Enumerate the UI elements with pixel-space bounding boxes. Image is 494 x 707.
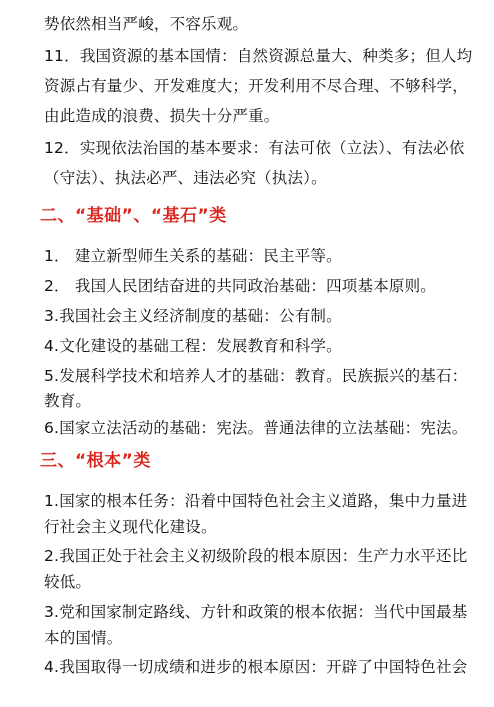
list-item: 3.我国社会主义经济制度的基础：公有制。: [44, 307, 342, 325]
text-line: 资源占有量少、开发难度大；开发利用不尽合理、不够科学，: [44, 77, 468, 95]
text-line: （守法）、执法必严、违法必究（执法）。: [44, 169, 327, 187]
text-line: 11．我国资源的基本国情：自然资源总量大、种类多；但人均: [44, 47, 473, 65]
list-item-continuation: 较低。: [44, 573, 92, 591]
section-heading-basis: 二、“基础”、“基石”类: [40, 206, 227, 226]
list-item: 6.国家立法活动的基础：宪法。普通法律的立法基础：宪法。: [44, 419, 468, 437]
section-heading-fundamental: 三、“根本”类: [40, 451, 151, 471]
list-item-continuation: 教育。: [44, 392, 92, 410]
list-item: 2． 我国人民团结奋进的共同政治基础：四项基本原则。: [44, 277, 436, 295]
list-item-continuation: 行社会主义现代化建设。: [44, 518, 217, 536]
list-item: 5.发展科学技术和培养人才的基础：教育。民族振兴的基石：: [44, 367, 468, 385]
list-item: 3.党和国家制定路线、方针和政策的根本依据：当代中国最基: [44, 603, 468, 621]
list-item: 1.国家的根本任务：沿着中国特色社会主义道路，集中力量进: [44, 492, 468, 510]
list-item: 4.文化建设的基础工程：发展教育和科学。: [44, 337, 342, 355]
text-line: 由此造成的浪费、损失十分严重。: [44, 107, 280, 125]
list-item: 4.我国取得一切成绩和进步的根本原因：开辟了中国特色社会: [44, 658, 468, 676]
text-line: 势依然相当严峻，不容乐观。: [44, 15, 249, 33]
list-item: 2.我国正处于社会主义初级阶段的根本原因：生产力水平还比: [44, 547, 468, 565]
list-item: 1． 建立新型师生关系的基础：民主平等。: [44, 247, 342, 265]
text-line: 12．实现依法治国的基本要求：有法可依（立法）、有法必依: [44, 139, 465, 157]
list-item-continuation: 本的国情。: [44, 629, 123, 647]
